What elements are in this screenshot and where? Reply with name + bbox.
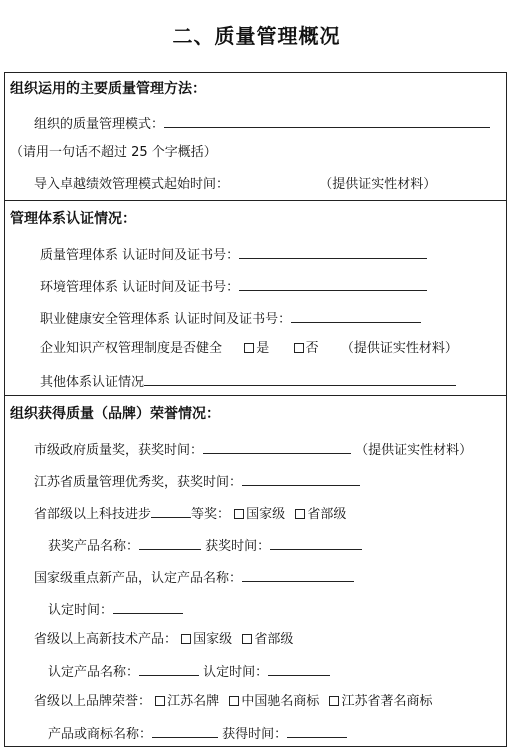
intro-time-label: 导入卓越绩效管理模式起始时间： [34,177,230,192]
qm-mode-label: 组织的质量管理模式： [34,117,165,132]
tech-national-label: 国家级 [246,507,286,522]
ohs-cert-row [40,309,421,329]
other-cert-field[interactable] [144,372,456,386]
tech-product-row [48,536,362,556]
key-product-row [34,568,354,588]
hitech-product-field[interactable] [139,662,199,676]
qm-mode-row [34,114,490,134]
brand-name-label: 产品或商标名称： [48,727,153,742]
js-award-row [34,472,360,492]
quality-cert-row [40,245,427,265]
env-cert-label: 环境管理体系 认证时间及证书号： [40,280,240,295]
tech-product-label: 获奖产品名称： [48,539,140,554]
tech-grade-field[interactable] [151,504,191,518]
tech-progress-row [34,504,352,524]
brand-row [34,693,438,711]
hitech-product-row [48,662,330,682]
tech-provincial-label: 省部级 [307,507,347,522]
brand-name-field[interactable] [152,724,218,738]
js-award-label: 江苏省质量管理优秀奖，获奖时间： [34,475,243,490]
tech-time-field[interactable] [270,536,362,550]
quality-cert-field[interactable] [239,245,427,259]
hitech-provincial-label: 省部级 [254,632,294,647]
brand-china-famous-label: 中国驰名商标 [241,694,320,709]
section-divider [4,200,507,201]
hitech-label: 省级以上高新技术产品： [34,632,178,647]
hitech-national-label: 国家级 [193,632,233,647]
section-header-methods: 组织运用的主要质量管理方法： [10,81,206,97]
ip-no-checkbox[interactable] [294,343,304,353]
key-time-row [48,600,183,620]
ip-label: 企业知识产权管理制度是否健全 [40,341,223,356]
brand-js-famous-label: 江苏省著名商标 [341,694,433,709]
ohs-cert-label: 职业健康安全管理体系 认证时间及证书号： [40,312,292,327]
city-award-row [34,440,472,460]
hitech-product-label: 认定产品名称： [48,665,140,680]
tech-national-checkbox[interactable] [234,509,244,519]
intro-time-note: （提供证实性材料） [319,177,437,192]
hitech-provincial-checkbox[interactable] [242,634,252,644]
brand-jiangsu-checkbox[interactable] [155,696,165,706]
brand-label: 省级以上品牌荣誉： [34,694,152,709]
brand-china-famous-checkbox[interactable] [229,696,239,706]
city-award-note: （提供证实性材料） [355,443,473,458]
key-product-field[interactable] [242,568,354,582]
other-cert-label: 其他体系认证情况 [40,375,145,390]
tech-progress-suffix: 等奖： [191,507,231,522]
env-cert-row [40,277,427,297]
tech-product-field[interactable] [139,536,201,550]
ip-no-label: 否 [305,341,319,356]
ip-note: （提供证实性材料） [340,341,458,356]
other-cert-row [40,372,456,392]
city-award-field[interactable] [203,440,351,454]
tech-time-label: 获奖时间： [205,539,271,554]
env-cert-field[interactable] [239,277,427,291]
section-header-honors: 组织获得质量（品牌）荣誉情况： [10,406,220,422]
ohs-cert-field[interactable] [291,309,421,323]
hitech-time-field[interactable] [268,662,330,676]
city-award-label: 市级政府质量奖，获奖时间： [34,443,204,458]
tech-progress-prefix: 省部级以上科技进步 [34,507,152,522]
ip-yes-label: 是 [256,341,270,356]
key-product-label: 国家级重点新产品，认定产品名称： [34,571,243,586]
ip-yes-checkbox[interactable] [244,343,254,353]
brand-time-field[interactable] [287,724,347,738]
brand-jiangsu-label: 江苏名牌 [167,694,220,709]
section-header-certification: 管理体系认证情况： [10,211,136,227]
brand-name-row [48,724,347,744]
js-award-field[interactable] [242,472,360,486]
key-time-field[interactable] [113,600,183,614]
hitech-time-label: 认定时间： [203,665,269,680]
hitech-row [34,631,299,649]
intro-time-row [34,176,436,194]
key-time-label: 认定时间： [48,603,114,618]
hitech-national-checkbox[interactable] [181,634,191,644]
qm-mode-field[interactable] [164,114,490,128]
qm-mode-note: （请用一句话不超过 25 个字概括） [10,145,217,160]
brand-js-famous-checkbox[interactable] [329,696,339,706]
ip-row [40,340,458,358]
quality-cert-label: 质量管理体系 认证时间及证书号： [40,248,240,263]
brand-time-label: 获得时间： [222,727,288,742]
section-divider [4,395,507,396]
page-title: 二、质量管理概况 [172,24,341,48]
tech-provincial-checkbox[interactable] [295,509,305,519]
